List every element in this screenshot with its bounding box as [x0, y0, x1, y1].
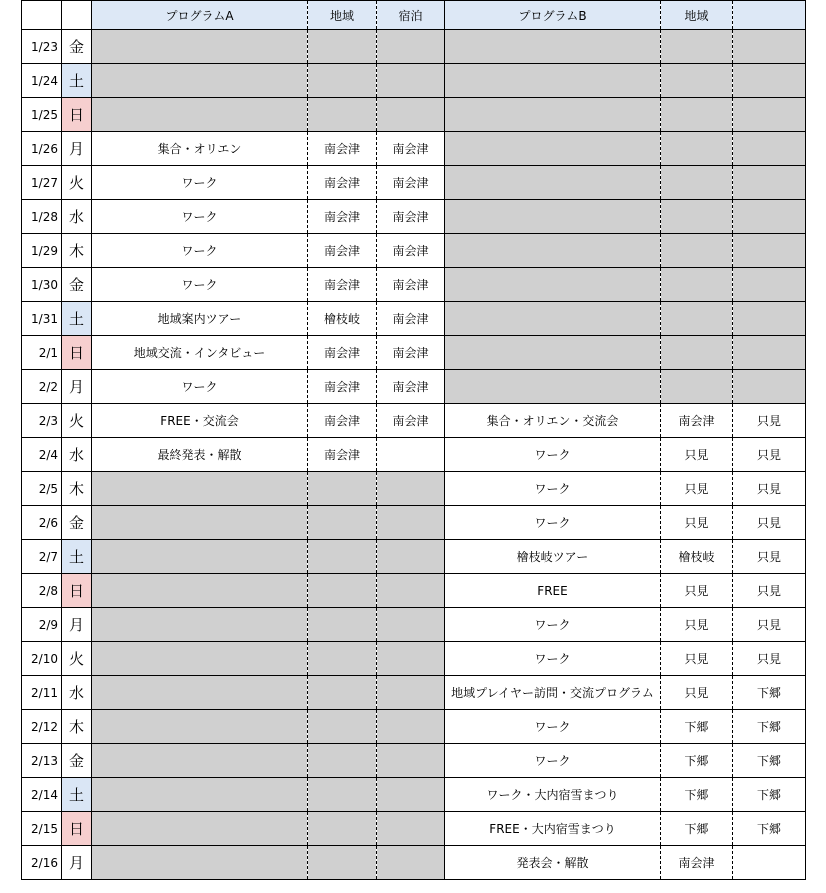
- lodging-b-cell: 只見: [733, 404, 806, 438]
- lodging-b-cell: 只見: [733, 438, 806, 472]
- region-b-cell: [661, 166, 733, 200]
- lodging-a-cell: [377, 98, 445, 132]
- schedule-row: [22, 642, 806, 676]
- day-of-week-cell: 火: [62, 642, 92, 676]
- schedule-row: [22, 336, 806, 370]
- lodging-a-cell: [377, 64, 445, 98]
- schedule-row: [22, 98, 806, 132]
- region-a-cell: [308, 472, 377, 506]
- date-cell: 2/6: [22, 506, 62, 540]
- date-cell: 1/28: [22, 200, 62, 234]
- date-cell: 1/29: [22, 234, 62, 268]
- lodging-b-cell: [733, 30, 806, 64]
- lodging-b-cell: 只見: [733, 608, 806, 642]
- lodging-a-cell: 南会津: [377, 370, 445, 404]
- program-b-cell: [445, 64, 661, 98]
- day-of-week-cell: 火: [62, 166, 92, 200]
- region-b-cell: 只見: [661, 676, 733, 710]
- region-b-cell: [661, 30, 733, 64]
- schedule-row: [22, 302, 806, 336]
- date-cell: 1/27: [22, 166, 62, 200]
- day-of-week-cell: 月: [62, 370, 92, 404]
- program-a-cell: [92, 574, 308, 608]
- lodging-a-cell: 南会津: [377, 200, 445, 234]
- lodging-a-cell: [377, 574, 445, 608]
- lodging-a-cell: [377, 812, 445, 846]
- program-b-cell: ワーク: [445, 744, 661, 778]
- program-a-cell: [92, 710, 308, 744]
- region-b-cell: [661, 64, 733, 98]
- region-b-cell: 只見: [661, 574, 733, 608]
- region-b-cell: 下郷: [661, 744, 733, 778]
- region-a-cell: 南会津: [308, 132, 377, 166]
- program-b-cell: ワーク: [445, 438, 661, 472]
- program-a-cell: ワーク: [92, 268, 308, 302]
- program-a-cell: [92, 98, 308, 132]
- date-cell: 1/25: [22, 98, 62, 132]
- lodging-a-cell: [377, 608, 445, 642]
- region-b-cell: 只見: [661, 506, 733, 540]
- day-of-week-cell: 日: [62, 812, 92, 846]
- day-of-week-cell: 金: [62, 268, 92, 302]
- region-a-cell: 南会津: [308, 438, 377, 472]
- date-cell: 2/9: [22, 608, 62, 642]
- region-a-cell: [308, 676, 377, 710]
- program-b-cell: [445, 30, 661, 64]
- program-a-cell: ワーク: [92, 234, 308, 268]
- lodging-b-cell: 下郷: [733, 744, 806, 778]
- program-a-cell: 地域交流・インタビュー: [92, 336, 308, 370]
- lodging-b-cell: 只見: [733, 540, 806, 574]
- date-cell: 2/11: [22, 676, 62, 710]
- program-a-cell: [92, 608, 308, 642]
- lodging-b-cell: 下郷: [733, 778, 806, 812]
- region-a-cell: 南会津: [308, 268, 377, 302]
- header-dow-cell: [62, 1, 92, 30]
- date-cell: 2/7: [22, 540, 62, 574]
- program-a-cell: FREE・交流会: [92, 404, 308, 438]
- region-a-cell: [308, 574, 377, 608]
- region-b-cell: [661, 98, 733, 132]
- program-a-cell: ワーク: [92, 370, 308, 404]
- date-cell: 1/31: [22, 302, 62, 336]
- region-a-cell: [308, 64, 377, 98]
- lodging-a-cell: 南会津: [377, 336, 445, 370]
- region-b-cell: 南会津: [661, 404, 733, 438]
- schedule-row: [22, 234, 806, 268]
- lodging-a-cell: [377, 472, 445, 506]
- lodging-a-cell: 南会津: [377, 268, 445, 302]
- program-b-cell: 集合・オリエン・交流会: [445, 404, 661, 438]
- region-a-cell: [308, 540, 377, 574]
- program-b-cell: [445, 302, 661, 336]
- region-a-cell: [308, 642, 377, 676]
- lodging-a-cell: 南会津: [377, 234, 445, 268]
- program-b-cell: FREE・大内宿雪まつり: [445, 812, 661, 846]
- lodging-b-cell: [733, 234, 806, 268]
- program-a-cell: 地域案内ツアー: [92, 302, 308, 336]
- lodging-b-cell: [733, 166, 806, 200]
- schedule-row: [22, 540, 806, 574]
- schedule-row: [22, 30, 806, 64]
- date-cell: 2/16: [22, 846, 62, 880]
- day-of-week-cell: 土: [62, 64, 92, 98]
- program-b-cell: 地域プレイヤー訪問・交流プログラム: [445, 676, 661, 710]
- program-b-cell: ワーク・大内宿雪まつり: [445, 778, 661, 812]
- lodging-b-cell: 只見: [733, 506, 806, 540]
- header-region-b: 地域: [661, 1, 733, 30]
- lodging-b-cell: 只見: [733, 574, 806, 608]
- program-b-cell: [445, 98, 661, 132]
- region-a-cell: 南会津: [308, 166, 377, 200]
- lodging-a-cell: [377, 438, 445, 472]
- region-a-cell: [308, 846, 377, 880]
- region-a-cell: 南会津: [308, 370, 377, 404]
- day-of-week-cell: 金: [62, 30, 92, 64]
- schedule-row: [22, 812, 806, 846]
- day-of-week-cell: 日: [62, 336, 92, 370]
- region-b-cell: [661, 302, 733, 336]
- region-a-cell: 檜枝岐: [308, 302, 377, 336]
- header-region-a: 地域: [308, 1, 377, 30]
- day-of-week-cell: 月: [62, 608, 92, 642]
- lodging-a-cell: [377, 540, 445, 574]
- region-b-cell: [661, 370, 733, 404]
- schedule-row: [22, 200, 806, 234]
- date-cell: 2/12: [22, 710, 62, 744]
- region-a-cell: 南会津: [308, 336, 377, 370]
- schedule-row: [22, 676, 806, 710]
- region-b-cell: [661, 132, 733, 166]
- header-lodging-a: 宿泊: [377, 1, 445, 30]
- header-date-cell: [22, 1, 62, 30]
- program-a-cell: [92, 778, 308, 812]
- program-b-cell: [445, 132, 661, 166]
- region-b-cell: 下郷: [661, 778, 733, 812]
- program-b-cell: [445, 234, 661, 268]
- schedule-row: [22, 744, 806, 778]
- day-of-week-cell: 土: [62, 540, 92, 574]
- lodging-a-cell: 南会津: [377, 132, 445, 166]
- date-cell: 2/5: [22, 472, 62, 506]
- program-b-cell: [445, 166, 661, 200]
- day-of-week-cell: 月: [62, 846, 92, 880]
- day-of-week-cell: 土: [62, 302, 92, 336]
- region-b-cell: 下郷: [661, 710, 733, 744]
- program-b-cell: FREE: [445, 574, 661, 608]
- lodging-b-cell: [733, 302, 806, 336]
- program-b-cell: ワーク: [445, 710, 661, 744]
- region-b-cell: [661, 234, 733, 268]
- region-b-cell: 只見: [661, 438, 733, 472]
- program-b-cell: ワーク: [445, 506, 661, 540]
- region-a-cell: [308, 506, 377, 540]
- program-b-cell: [445, 200, 661, 234]
- region-b-cell: 下郷: [661, 812, 733, 846]
- lodging-a-cell: [377, 30, 445, 64]
- date-cell: 1/24: [22, 64, 62, 98]
- region-b-cell: [661, 336, 733, 370]
- schedule-row: [22, 132, 806, 166]
- date-cell: 1/30: [22, 268, 62, 302]
- lodging-b-cell: [733, 268, 806, 302]
- region-a-cell: [308, 710, 377, 744]
- lodging-b-cell: [733, 132, 806, 166]
- lodging-a-cell: [377, 710, 445, 744]
- date-cell: 1/26: [22, 132, 62, 166]
- lodging-b-cell: 下郷: [733, 710, 806, 744]
- lodging-b-cell: [733, 336, 806, 370]
- date-cell: 2/8: [22, 574, 62, 608]
- header-program-b: プログラムB: [445, 1, 661, 30]
- day-of-week-cell: 火: [62, 404, 92, 438]
- lodging-a-cell: 南会津: [377, 302, 445, 336]
- lodging-b-cell: [733, 98, 806, 132]
- schedule-row: [22, 608, 806, 642]
- lodging-b-cell: [733, 370, 806, 404]
- region-a-cell: 南会津: [308, 404, 377, 438]
- region-b-cell: 南会津: [661, 846, 733, 880]
- program-b-cell: ワーク: [445, 608, 661, 642]
- lodging-a-cell: [377, 846, 445, 880]
- program-a-cell: 最終発表・解散: [92, 438, 308, 472]
- day-of-week-cell: 金: [62, 506, 92, 540]
- program-a-cell: ワーク: [92, 200, 308, 234]
- schedule-row: [22, 710, 806, 744]
- program-a-cell: [92, 30, 308, 64]
- day-of-week-cell: 木: [62, 234, 92, 268]
- program-b-cell: [445, 370, 661, 404]
- schedule-row: [22, 166, 806, 200]
- program-b-cell: ワーク: [445, 642, 661, 676]
- region-a-cell: [308, 30, 377, 64]
- program-b-cell: 発表会・解散: [445, 846, 661, 880]
- program-b-cell: [445, 268, 661, 302]
- day-of-week-cell: 水: [62, 676, 92, 710]
- header-row: [22, 1, 806, 30]
- schedule-row: [22, 404, 806, 438]
- lodging-a-cell: [377, 744, 445, 778]
- lodging-b-cell: 下郷: [733, 676, 806, 710]
- program-a-cell: 集合・オリエン: [92, 132, 308, 166]
- program-a-cell: [92, 506, 308, 540]
- region-a-cell: [308, 608, 377, 642]
- program-b-cell: 檜枝岐ツアー: [445, 540, 661, 574]
- day-of-week-cell: 水: [62, 438, 92, 472]
- day-of-week-cell: 金: [62, 744, 92, 778]
- day-of-week-cell: 月: [62, 132, 92, 166]
- program-a-cell: [92, 846, 308, 880]
- program-a-cell: [92, 744, 308, 778]
- header-program-a: プログラムA: [92, 1, 308, 30]
- program-b-cell: ワーク: [445, 472, 661, 506]
- program-a-cell: [92, 64, 308, 98]
- schedule-row: [22, 778, 806, 812]
- day-of-week-cell: 日: [62, 98, 92, 132]
- program-a-cell: [92, 540, 308, 574]
- date-cell: 2/13: [22, 744, 62, 778]
- lodging-b-cell: [733, 846, 806, 880]
- date-cell: 2/4: [22, 438, 62, 472]
- region-a-cell: [308, 98, 377, 132]
- schedule-row: [22, 268, 806, 302]
- day-of-week-cell: 水: [62, 200, 92, 234]
- date-cell: 2/3: [22, 404, 62, 438]
- program-a-cell: [92, 642, 308, 676]
- region-b-cell: [661, 200, 733, 234]
- date-cell: 2/2: [22, 370, 62, 404]
- day-of-week-cell: 土: [62, 778, 92, 812]
- program-b-cell: [445, 336, 661, 370]
- program-a-cell: [92, 812, 308, 846]
- region-b-cell: [661, 268, 733, 302]
- region-a-cell: [308, 778, 377, 812]
- program-a-cell: ワーク: [92, 166, 308, 200]
- lodging-a-cell: 南会津: [377, 166, 445, 200]
- date-cell: 2/10: [22, 642, 62, 676]
- region-a-cell: 南会津: [308, 234, 377, 268]
- day-of-week-cell: 日: [62, 574, 92, 608]
- lodging-a-cell: [377, 778, 445, 812]
- lodging-b-cell: 下郷: [733, 812, 806, 846]
- lodging-a-cell: 南会津: [377, 404, 445, 438]
- region-a-cell: [308, 744, 377, 778]
- lodging-b-cell: 只見: [733, 472, 806, 506]
- date-cell: 2/14: [22, 778, 62, 812]
- schedule-row: [22, 370, 806, 404]
- date-cell: 1/23: [22, 30, 62, 64]
- date-cell: 2/1: [22, 336, 62, 370]
- schedule-row: [22, 438, 806, 472]
- region-b-cell: 只見: [661, 642, 733, 676]
- lodging-a-cell: [377, 642, 445, 676]
- schedule-row: [22, 472, 806, 506]
- header-col-b3: [733, 1, 806, 30]
- region-b-cell: 只見: [661, 472, 733, 506]
- date-cell: 2/15: [22, 812, 62, 846]
- program-a-cell: [92, 472, 308, 506]
- lodging-a-cell: [377, 676, 445, 710]
- day-of-week-cell: 木: [62, 710, 92, 744]
- schedule-row: [22, 506, 806, 540]
- lodging-b-cell: [733, 64, 806, 98]
- schedule-row: [22, 846, 806, 880]
- lodging-b-cell: [733, 200, 806, 234]
- region-a-cell: [308, 812, 377, 846]
- lodging-b-cell: 只見: [733, 642, 806, 676]
- day-of-week-cell: 木: [62, 472, 92, 506]
- region-b-cell: 檜枝岐: [661, 540, 733, 574]
- schedule-table: [21, 0, 806, 880]
- region-a-cell: 南会津: [308, 200, 377, 234]
- schedule-row: [22, 574, 806, 608]
- program-a-cell: [92, 676, 308, 710]
- schedule-row: [22, 64, 806, 98]
- region-b-cell: 只見: [661, 608, 733, 642]
- lodging-a-cell: [377, 506, 445, 540]
